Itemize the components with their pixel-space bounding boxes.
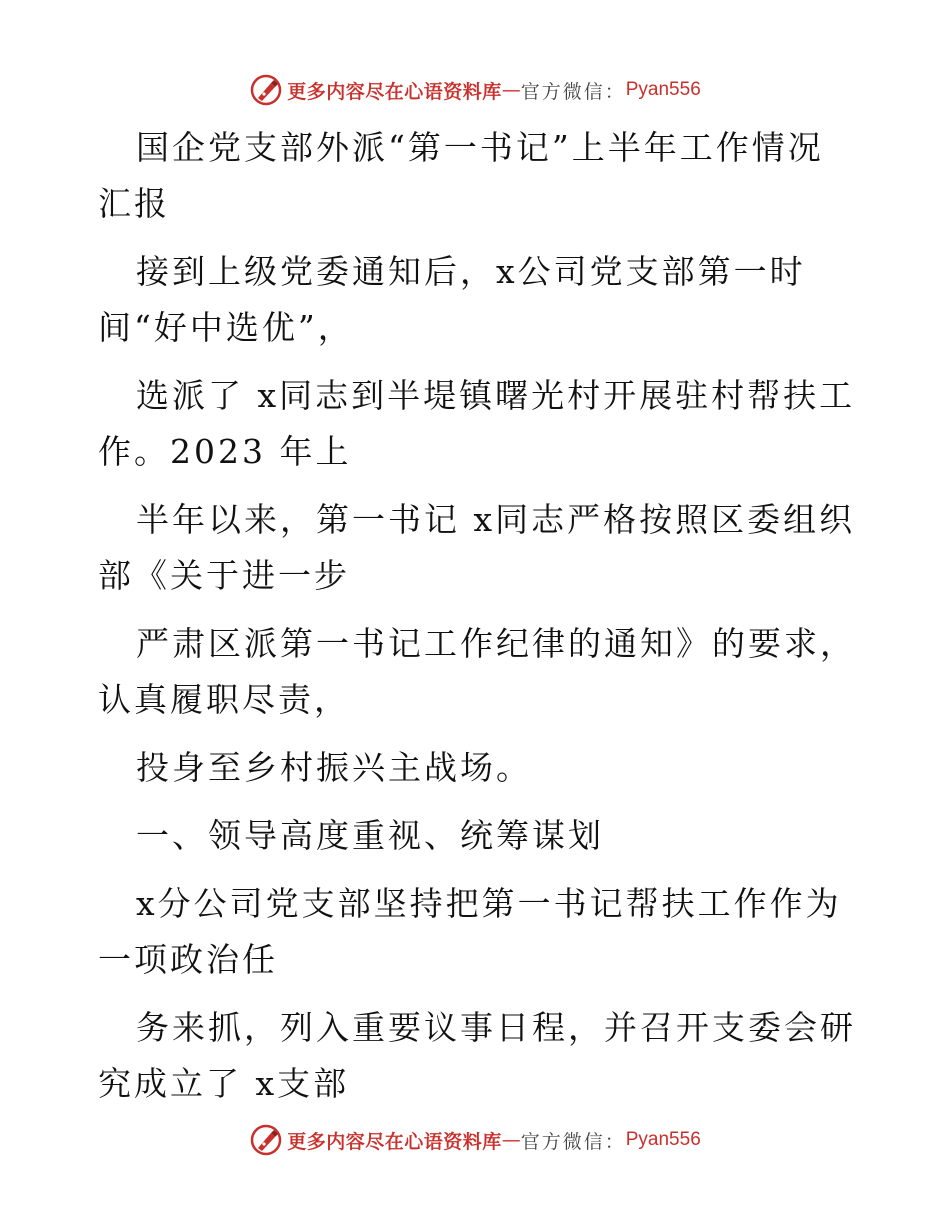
pen-nib-logo-icon bbox=[249, 73, 283, 107]
paragraph: 严肃区派第一书记工作纪律的通知》的要求，认真履职尽责， bbox=[98, 624, 856, 719]
footer-banner bbox=[0, 1120, 950, 1160]
wechat-label: 官方微信： bbox=[520, 80, 626, 103]
wechat-id: Pyan556 bbox=[625, 1129, 701, 1150]
banner-separator: — bbox=[501, 79, 521, 101]
section-heading: 一、领导高度重视、统筹谋划 bbox=[136, 816, 604, 855]
header-banner bbox=[0, 70, 950, 110]
paragraph: x分公司党支部坚持把第一书记帮扶工作作为一项政治任 bbox=[98, 884, 842, 979]
document-body bbox=[98, 120, 858, 1124]
pen-nib-logo-icon bbox=[249, 1123, 283, 1157]
paragraph: 半年以来，第一书记 x同志严格按照区委组织部《关于进一步 bbox=[98, 500, 856, 595]
paragraph: 投身至乡村振兴主战场。 bbox=[136, 748, 532, 787]
brand-text: 更多内容尽在心语资料库 bbox=[287, 80, 502, 103]
wechat-label: 官方微信： bbox=[520, 1130, 626, 1153]
wechat-id: Pyan556 bbox=[625, 79, 701, 100]
brand-text: 更多内容尽在心语资料库 bbox=[287, 1130, 502, 1153]
paragraph-title: 国企党支部外派“第一书记”上半年工作情况汇报 bbox=[98, 128, 824, 223]
banner-separator: — bbox=[501, 1129, 521, 1151]
paragraph: 选派了 x同志到半堤镇曙光村开展驻村帮扶工作。2023 年上 bbox=[98, 376, 856, 471]
paragraph: 接到上级党委通知后，x公司党支部第一时 间“好中选优”， bbox=[98, 252, 806, 347]
paragraph: 务来抓，列入重要议事日程，并召开支委会研究成立了 x支部 bbox=[98, 1008, 856, 1103]
